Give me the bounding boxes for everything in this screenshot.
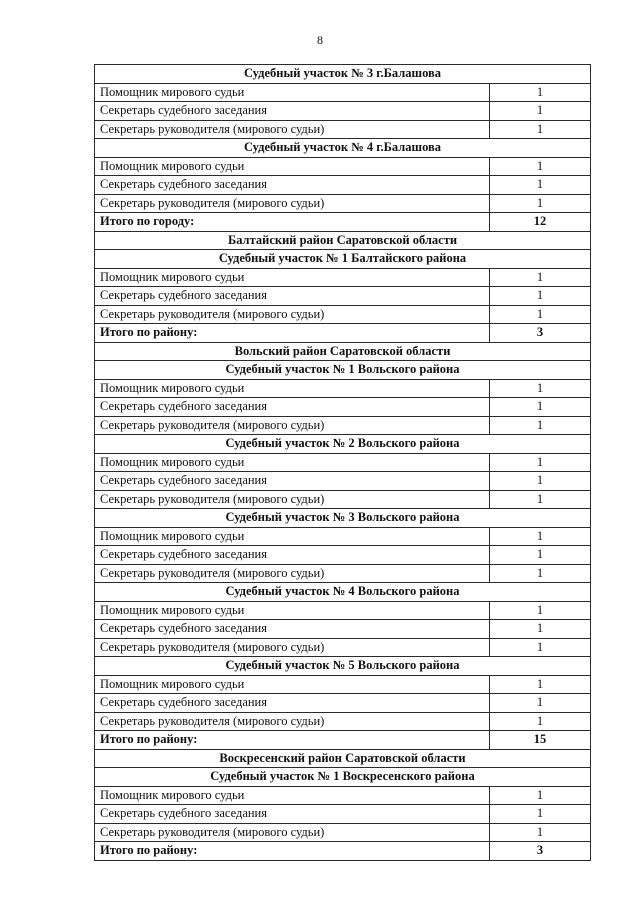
position-row (95, 786, 591, 805)
section-header-row (95, 139, 591, 158)
position-count: 1 (490, 453, 591, 472)
position-count: 1 (490, 675, 591, 694)
position-count: 1 (490, 379, 591, 398)
section-title: Судебный участок № 2 Вольского района (95, 435, 591, 454)
position-label: Помощник мирового судьи (95, 157, 490, 176)
section-title: Судебный участок № 4 г.Балашова (95, 139, 591, 158)
position-label: Помощник мирового судьи (95, 453, 490, 472)
position-label: Секретарь руководителя (мирового судьи) (95, 194, 490, 213)
position-label: Секретарь руководителя (мирового судьи) (95, 416, 490, 435)
position-count: 1 (490, 416, 591, 435)
position-count: 1 (490, 194, 591, 213)
position-row (95, 546, 591, 565)
section-header-row (95, 749, 591, 768)
position-label: Секретарь руководителя (мирового судьи) (95, 490, 490, 509)
position-row (95, 268, 591, 287)
section-title: Балтайский район Саратовской области (95, 231, 591, 250)
section-header-row (95, 657, 591, 676)
position-label: Секретарь руководителя (мирового судьи) (95, 712, 490, 731)
position-row (95, 805, 591, 824)
position-count: 1 (490, 712, 591, 731)
position-label: Секретарь судебного заседания (95, 102, 490, 121)
section-header-row (95, 250, 591, 269)
position-count: 1 (490, 527, 591, 546)
section-title: Судебный участок № 3 г.Балашова (95, 65, 591, 84)
section-title: Судебный участок № 1 Вольского района (95, 361, 591, 380)
section-header-row (95, 65, 591, 84)
position-count: 1 (490, 287, 591, 306)
position-count: 1 (490, 805, 591, 824)
position-label: Секретарь судебного заседания (95, 546, 490, 565)
position-label: Секретарь судебного заседания (95, 620, 490, 639)
position-row (95, 620, 591, 639)
position-row (95, 287, 591, 306)
section-title: Судебный участок № 4 Вольского района (95, 583, 591, 602)
position-label: Помощник мирового судьи (95, 83, 490, 102)
position-count: 1 (490, 472, 591, 491)
position-row (95, 564, 591, 583)
total-row (95, 213, 591, 232)
position-label: Секретарь руководителя (мирового судьи) (95, 305, 490, 324)
position-count: 1 (490, 823, 591, 842)
position-label: Секретарь судебного заседания (95, 805, 490, 824)
position-row (95, 305, 591, 324)
position-count: 1 (490, 305, 591, 324)
position-label: Секретарь судебного заседания (95, 398, 490, 417)
position-row (95, 472, 591, 491)
total-row (95, 842, 591, 861)
position-row (95, 83, 591, 102)
section-header-row (95, 583, 591, 602)
position-label: Секретарь судебного заседания (95, 694, 490, 713)
position-count: 1 (490, 83, 591, 102)
staffing-table (94, 64, 591, 861)
position-row (95, 694, 591, 713)
position-count: 1 (490, 564, 591, 583)
position-row (95, 675, 591, 694)
position-label: Секретарь руководителя (мирового судьи) (95, 564, 490, 583)
position-label: Секретарь руководителя (мирового судьи) (95, 823, 490, 842)
total-value: 3 (490, 324, 591, 343)
section-title: Судебный участок № 5 Вольского района (95, 657, 591, 676)
total-row (95, 731, 591, 750)
total-value: 15 (490, 731, 591, 750)
total-row (95, 324, 591, 343)
total-value: 12 (490, 213, 591, 232)
position-row (95, 176, 591, 195)
position-count: 1 (490, 490, 591, 509)
position-count: 1 (490, 102, 591, 121)
position-row (95, 120, 591, 139)
position-count: 1 (490, 601, 591, 620)
position-row (95, 453, 591, 472)
staffing-table-body (95, 65, 591, 861)
section-title: Судебный участок № 3 Вольского района (95, 509, 591, 528)
total-label: Итого по району: (95, 842, 490, 861)
position-count: 1 (490, 398, 591, 417)
position-count: 1 (490, 176, 591, 195)
position-count: 1 (490, 786, 591, 805)
position-row (95, 638, 591, 657)
position-row (95, 157, 591, 176)
position-label: Помощник мирового судьи (95, 675, 490, 694)
position-count: 1 (490, 620, 591, 639)
section-title: Судебный участок № 1 Воскресенского района (95, 768, 591, 787)
position-label: Помощник мирового судьи (95, 786, 490, 805)
position-label: Помощник мирового судьи (95, 268, 490, 287)
position-count: 1 (490, 546, 591, 565)
total-value: 3 (490, 842, 591, 861)
page-number: 8 (317, 33, 323, 47)
position-row (95, 194, 591, 213)
position-row (95, 823, 591, 842)
position-label: Секретарь судебного заседания (95, 176, 490, 195)
total-label: Итого по району: (95, 731, 490, 750)
position-label: Помощник мирового судьи (95, 527, 490, 546)
total-label: Итого по району: (95, 324, 490, 343)
section-header-row (95, 361, 591, 380)
position-count: 1 (490, 268, 591, 287)
position-count: 1 (490, 120, 591, 139)
position-row (95, 398, 591, 417)
section-title: Вольский район Саратовской области (95, 342, 591, 361)
section-title: Воскресенский район Саратовской области (95, 749, 591, 768)
position-label: Помощник мирового судьи (95, 601, 490, 620)
section-header-row (95, 768, 591, 787)
position-label: Секретарь руководителя (мирового судьи) (95, 638, 490, 657)
position-row (95, 601, 591, 620)
position-row (95, 712, 591, 731)
position-row (95, 102, 591, 121)
section-header-row (95, 231, 591, 250)
section-header-row (95, 342, 591, 361)
position-count: 1 (490, 157, 591, 176)
position-label: Секретарь судебного заседания (95, 472, 490, 491)
position-row (95, 379, 591, 398)
section-header-row (95, 509, 591, 528)
position-label: Помощник мирового судьи (95, 379, 490, 398)
position-row (95, 416, 591, 435)
section-title: Судебный участок № 1 Балтайского района (95, 250, 591, 269)
position-count: 1 (490, 694, 591, 713)
section-header-row (95, 435, 591, 454)
total-label: Итого по городу: (95, 213, 490, 232)
position-row (95, 527, 591, 546)
position-label: Секретарь судебного заседания (95, 287, 490, 306)
position-row (95, 490, 591, 509)
position-count: 1 (490, 638, 591, 657)
position-label: Секретарь руководителя (мирового судьи) (95, 120, 490, 139)
